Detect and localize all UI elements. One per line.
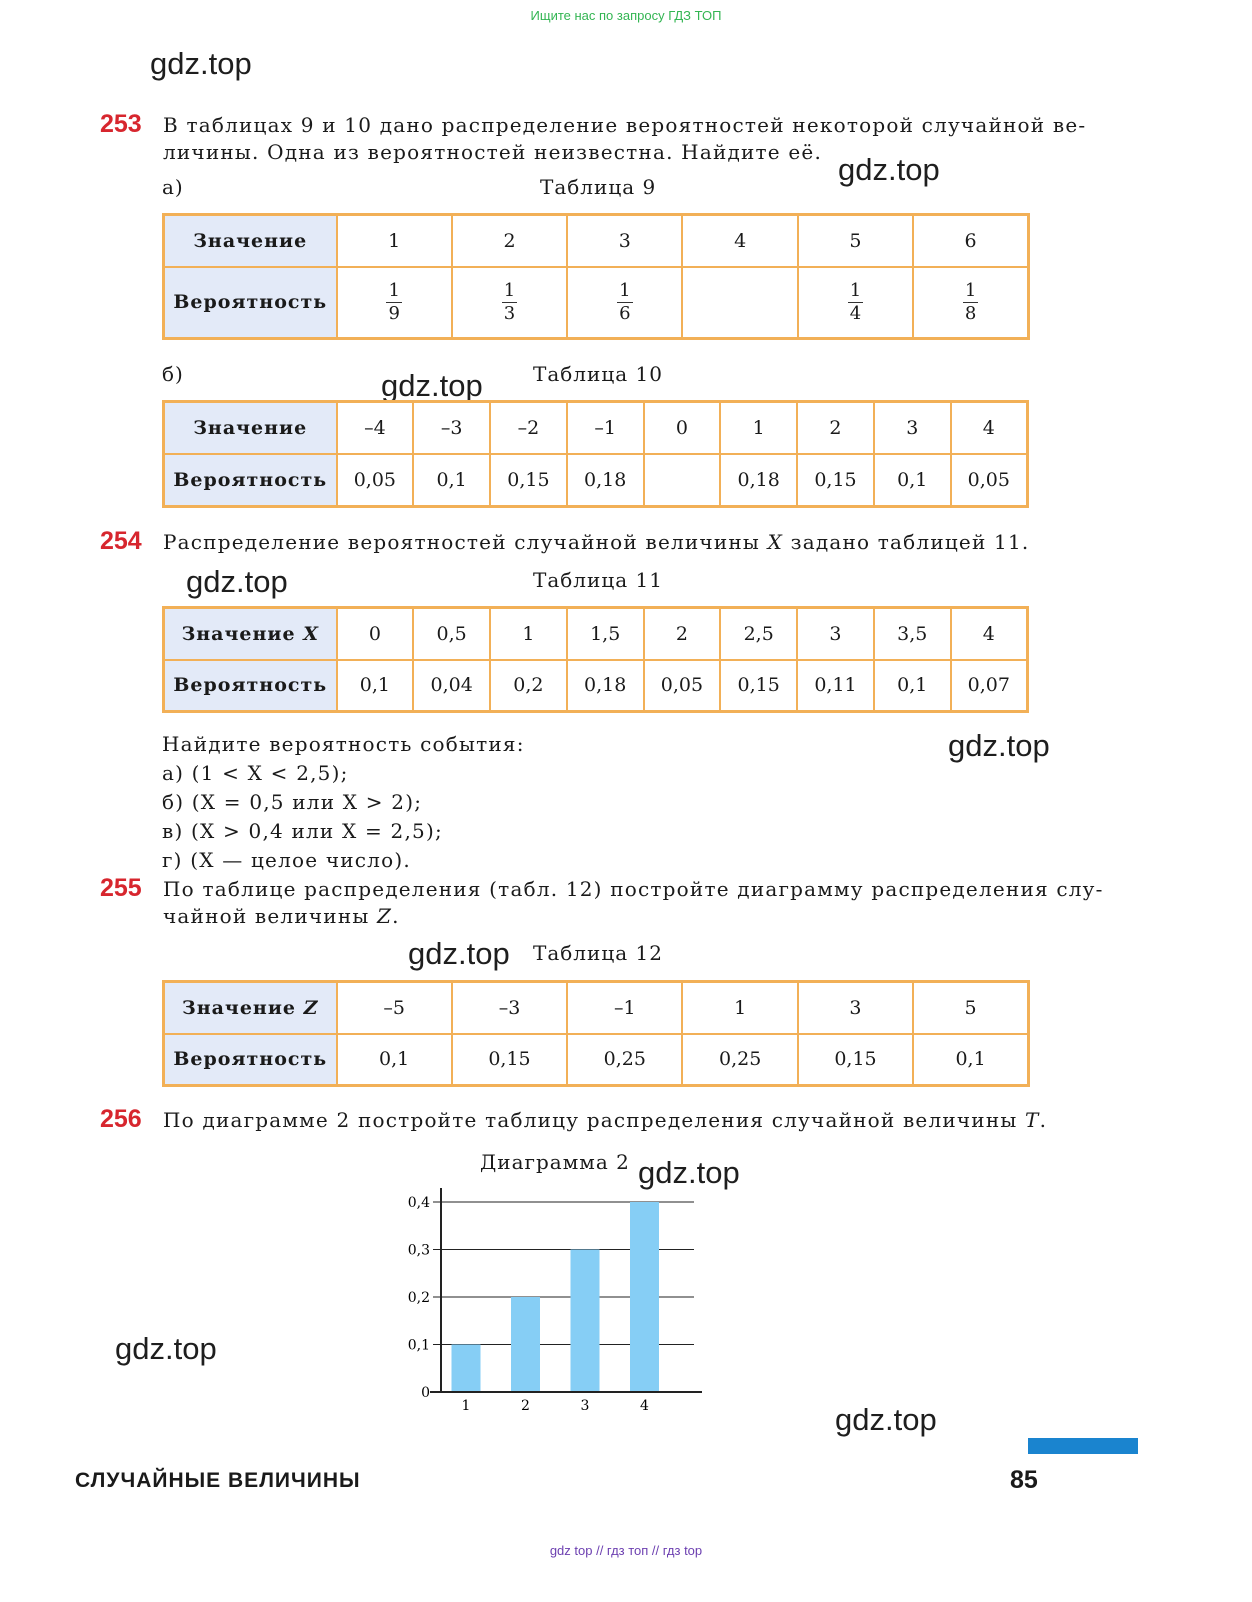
fraction: $\frac{1}{8}$ xyxy=(964,279,977,324)
x-tick-label: 2 xyxy=(521,1398,530,1414)
row-header: Вероятность xyxy=(164,267,337,339)
table-cell xyxy=(567,267,682,339)
table-cell xyxy=(913,267,1028,339)
table-cell: 1 xyxy=(490,608,567,660)
table-cell: 0,1 xyxy=(337,1034,452,1086)
table-cell: 0,15 xyxy=(452,1034,567,1086)
table-cell-empty xyxy=(644,454,721,507)
table-cell: 3,5 xyxy=(874,608,951,660)
watermark: gdz.top xyxy=(638,1155,740,1190)
table-cell: 0,18 xyxy=(720,454,797,507)
y-tick-label: 0,2 xyxy=(407,1290,430,1306)
table-caption: Таблица 12 xyxy=(533,941,663,965)
table-cell: –5 xyxy=(337,982,452,1034)
bar-4 xyxy=(630,1202,659,1392)
problem-text: Распределение вероятностей случайной величины X задано таблицей 11. xyxy=(163,530,1030,554)
table-cell: –3 xyxy=(452,982,567,1034)
problem-number: 253 xyxy=(100,110,142,138)
table-cell: –1 xyxy=(567,982,682,1034)
table-cell xyxy=(337,267,452,339)
problem-text: По диаграмме 2 постройте таблицу распределения случайной величины T. xyxy=(163,1108,1048,1132)
watermark: gdz.top xyxy=(838,152,940,187)
bottom-links[interactable]: gdz top // гдз топ // гдз top xyxy=(549,1543,703,1558)
bar-3 xyxy=(571,1250,600,1393)
table-cell: 3 xyxy=(797,608,874,660)
table-cell: –2 xyxy=(490,402,567,454)
row-header: Вероятность xyxy=(164,1034,337,1086)
watermark: gdz.top xyxy=(835,1402,937,1437)
table-cell: 5 xyxy=(913,982,1028,1034)
table-cell: 0,18 xyxy=(567,660,644,712)
list-item: б) (X = 0,5 или X > 2); xyxy=(162,790,423,814)
table-cell: 0,25 xyxy=(567,1034,682,1086)
y-tick-label: 0,1 xyxy=(407,1337,430,1354)
table-cell: 5 xyxy=(798,215,913,267)
table-11 xyxy=(162,606,1029,713)
table-cell: 6 xyxy=(913,215,1028,267)
chart-title: Диаграмма 2 xyxy=(480,1150,630,1174)
fraction: $\frac{1}{3}$ xyxy=(503,279,516,324)
fraction: $\frac{1}{9}$ xyxy=(388,279,400,324)
table-cell: 0 xyxy=(644,402,721,454)
table-cell: 0,15 xyxy=(720,660,797,712)
x-tick-label: 1 xyxy=(461,1398,471,1414)
accent-bar xyxy=(1028,1438,1138,1454)
table-cell: 2 xyxy=(452,215,567,267)
watermark: gdz.top xyxy=(186,564,288,599)
table-cell: –1 xyxy=(567,402,644,454)
table-cell: –3 xyxy=(413,402,490,454)
row-header: Вероятность xyxy=(164,454,337,507)
table-10 xyxy=(162,400,1029,508)
problem-number: 254 xyxy=(100,527,142,555)
row-header: Значение X xyxy=(164,608,337,660)
table-cell: 2 xyxy=(644,608,721,660)
bar-2 xyxy=(511,1297,540,1392)
table-cell: 0,05 xyxy=(644,660,721,712)
row-header: Вероятность xyxy=(164,660,337,712)
watermark: gdz.top xyxy=(115,1331,217,1366)
watermark: gdz.top xyxy=(408,936,510,971)
table-cell: 1 xyxy=(682,982,797,1034)
table-cell: 0,15 xyxy=(797,454,874,507)
table-cell: 0,1 xyxy=(874,660,951,712)
table-cell: 0,5 xyxy=(413,608,490,660)
bar-chart xyxy=(390,1180,720,1420)
y-tick-labels xyxy=(408,1195,430,1401)
problem-text: личины. Одна из вероятностей неизвестна. Найдите её. xyxy=(163,140,823,164)
problem-number: 255 xyxy=(100,874,142,902)
top-banner[interactable]: Ищите нас по запросу ГДЗ ТОП xyxy=(530,8,722,23)
list-item: г) (X — целое число). xyxy=(162,848,411,872)
table-cell: 0 xyxy=(337,608,414,660)
watermark: gdz.top xyxy=(150,46,252,81)
x-tick-label: 3 xyxy=(580,1398,590,1414)
table-cell: 0,15 xyxy=(490,454,567,507)
table-cell: 0,1 xyxy=(874,454,951,507)
table-cell: 0,15 xyxy=(798,1034,913,1086)
table-cell: 4 xyxy=(951,608,1028,660)
table-caption: Таблица 11 xyxy=(533,568,663,592)
table-caption: Таблица 9 xyxy=(540,175,657,199)
part-label: б) xyxy=(162,362,184,386)
bar-1 xyxy=(452,1345,481,1393)
table-12 xyxy=(162,980,1030,1087)
list-item: в) (X > 0,4 или X = 2,5); xyxy=(162,819,443,843)
list-item: а) (1 < X < 2,5); xyxy=(162,761,349,785)
row-header: Значение xyxy=(164,402,337,454)
x-tick-label: 4 xyxy=(640,1398,649,1414)
table-9 xyxy=(162,213,1030,340)
table-cell: 0,25 xyxy=(682,1034,797,1086)
problem-number: 256 xyxy=(100,1105,142,1133)
fraction: $\frac{1}{4}$ xyxy=(849,279,862,324)
table-cell: 2 xyxy=(797,402,874,454)
watermark: gdz.top xyxy=(381,368,483,403)
table-cell: 0,11 xyxy=(797,660,874,712)
table-cell: 1 xyxy=(720,402,797,454)
table-cell-empty xyxy=(682,267,797,339)
table-cell: 0,07 xyxy=(951,660,1028,712)
section-title: СЛУЧАЙНЫЕ ВЕЛИЧИНЫ xyxy=(75,1469,361,1492)
table-cell: 0,2 xyxy=(490,660,567,712)
table-cell xyxy=(452,267,567,339)
row-header: Значение xyxy=(164,215,337,267)
table-cell: 0,05 xyxy=(951,454,1028,507)
table-caption: Таблица 10 xyxy=(533,362,663,386)
x-tick-labels xyxy=(462,1398,650,1414)
table-cell: 0,1 xyxy=(337,660,414,712)
y-tick-label: 0 xyxy=(421,1385,430,1401)
watermark: gdz.top xyxy=(948,728,1050,763)
fraction: $\frac{1}{6}$ xyxy=(619,279,631,324)
table-cell: 0,04 xyxy=(413,660,490,712)
table-cell: 3 xyxy=(567,215,682,267)
table-cell xyxy=(798,267,913,339)
y-tick-label: 0,3 xyxy=(407,1242,430,1259)
row-header: Значение Z xyxy=(164,982,337,1034)
table-cell: 3 xyxy=(798,982,913,1034)
y-tick-label: 0,4 xyxy=(407,1195,430,1211)
table-cell: 1 xyxy=(337,215,452,267)
table-cell: 0,05 xyxy=(337,454,414,507)
problem-text: В таблицах 9 и 10 дано распределение вероятностей некоторой случайной ве- xyxy=(163,113,1087,137)
find-prompt: Найдите вероятность события: xyxy=(162,732,525,756)
table-cell: 0,1 xyxy=(413,454,490,507)
table-cell: 2,5 xyxy=(720,608,797,660)
table-cell: –4 xyxy=(337,402,414,454)
part-label: а) xyxy=(162,175,184,199)
problem-text: чайной величины Z. xyxy=(163,904,400,928)
page-number: 85 xyxy=(1010,1466,1038,1494)
problem-text: По таблице распределения (табл. 12) постройте диаграмму распределения слу- xyxy=(163,877,1104,901)
table-cell: 3 xyxy=(874,402,951,454)
table-cell: 0,18 xyxy=(567,454,644,507)
table-cell: 0,1 xyxy=(913,1034,1028,1086)
table-cell: 4 xyxy=(682,215,797,267)
table-cell: 1,5 xyxy=(567,608,644,660)
table-cell: 4 xyxy=(951,402,1028,454)
